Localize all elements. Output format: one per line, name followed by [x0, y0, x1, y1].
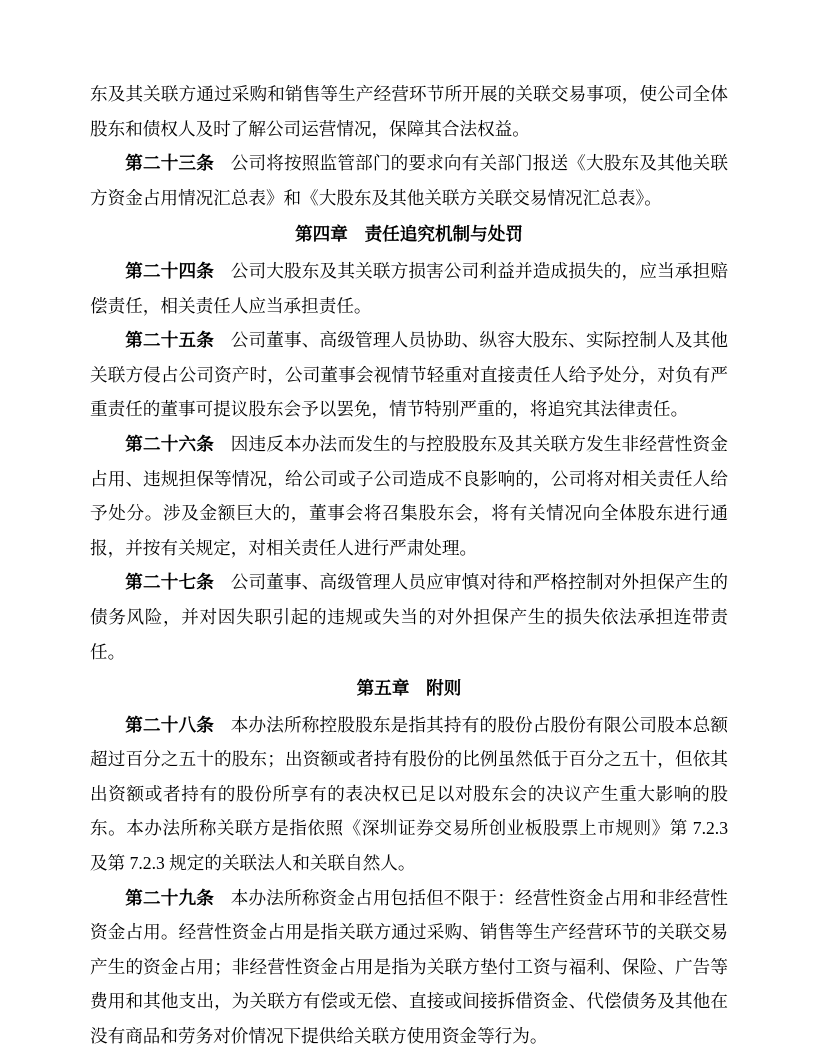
article-text: 本办法所称控股股东是指其持有的股份占股份有限公司股本总额超过百分之五十的股东；出资额或者持有股份的比例虽然低于百分之五十，但依其出资额或者持有的股份所享有的表决权已足以对股东会的决议产生重大影响的股东。本办法所称关联方是指依照《深圳证券交易所创业板股票上市规则》第 7.2.3 及第 7.2.3 规定的关联法人和关联自然人。 — [90, 714, 728, 874]
article-number: 第二十八条 — [125, 714, 215, 735]
continuation-paragraph — [90, 77, 728, 146]
article-text: 本办法所称资金占用包括但不限于：经营性资金占用和非经营性资金占用。经营性资金占用是指关联方通过采购、销售等生产经营环节的关联交易产生的资金占用；非经营性资金占用是指为关联方垫付工资与福利、保险、广告等费用和其他支出，为关联方有偿或无偿、直接或间接拆借资金、代偿债务及其他在没有商品和劳务对价情况下提供给关联方使用资金等行为。 — [90, 887, 728, 1047]
article-paragraph — [90, 254, 728, 323]
article-number: 第二十五条 — [125, 330, 215, 351]
article-paragraph — [90, 146, 728, 215]
article-number: 第二十七条 — [125, 572, 215, 593]
chapter-heading — [90, 671, 728, 706]
chapter-number: 第五章 — [356, 678, 410, 699]
chapter-heading — [90, 217, 728, 252]
article-text: 公司将按照监管部门的要求向有关部门报送《大股东及其他关联方资金占用情况汇总表》和《大股东及其他关联方关联交易情况汇总表》。 — [90, 153, 728, 208]
article-paragraph — [90, 427, 728, 565]
article-number: 第二十六条 — [125, 433, 215, 454]
document-body — [90, 77, 728, 1054]
paragraph-text: 东及其关联方通过采购和销售等生产经营环节所开展的关联交易事项，使公司全体股东和债权人及时了解公司运营情况，保障其合法权益。 — [90, 84, 728, 139]
article-paragraph — [90, 565, 728, 669]
article-text: 因违反本办法而发生的与控股股东及其关联方发生非经营性资金占用、违规担保等情况，给公司或子公司造成不良影响的，公司将对相关责任人给予处分。涉及金额巨大的，董事会将召集股东会，将有关情况向全体股东进行通报，并按有关规定，对相关责任人进行严肃处理。 — [90, 433, 728, 558]
chapter-title: 责任追究机制与处罚 — [364, 224, 523, 245]
article-number: 第二十九条 — [125, 887, 215, 908]
article-number: 第二十四条 — [125, 260, 215, 281]
chapter-number: 第四章 — [295, 224, 348, 245]
article-number: 第二十三条 — [125, 153, 215, 174]
article-text: 公司大股东及其关联方损害公司利益并造成损失的，应当承担赔偿责任，相关责任人应当承担责任。 — [90, 260, 728, 316]
article-paragraph — [90, 881, 728, 1054]
article-text: 公司董事、高级管理人员协助、纵容大股东、实际控制人及其他关联方侵占公司资产时，公司董事会视情节轻重对直接责任人给予处分，对负有严重责任的董事可提议股东会予以罢免，情节特别严重的，将追究其法律责任。 — [90, 330, 728, 420]
chapter-title: 附则 — [426, 678, 462, 699]
article-text: 公司董事、高级管理人员应审慎对待和严格控制对外担保产生的债务风险，并对因失职引起的违规或失当的对外担保产生的损失依法承担连带责任。 — [90, 572, 728, 662]
article-paragraph — [90, 708, 728, 881]
article-paragraph — [90, 323, 728, 427]
